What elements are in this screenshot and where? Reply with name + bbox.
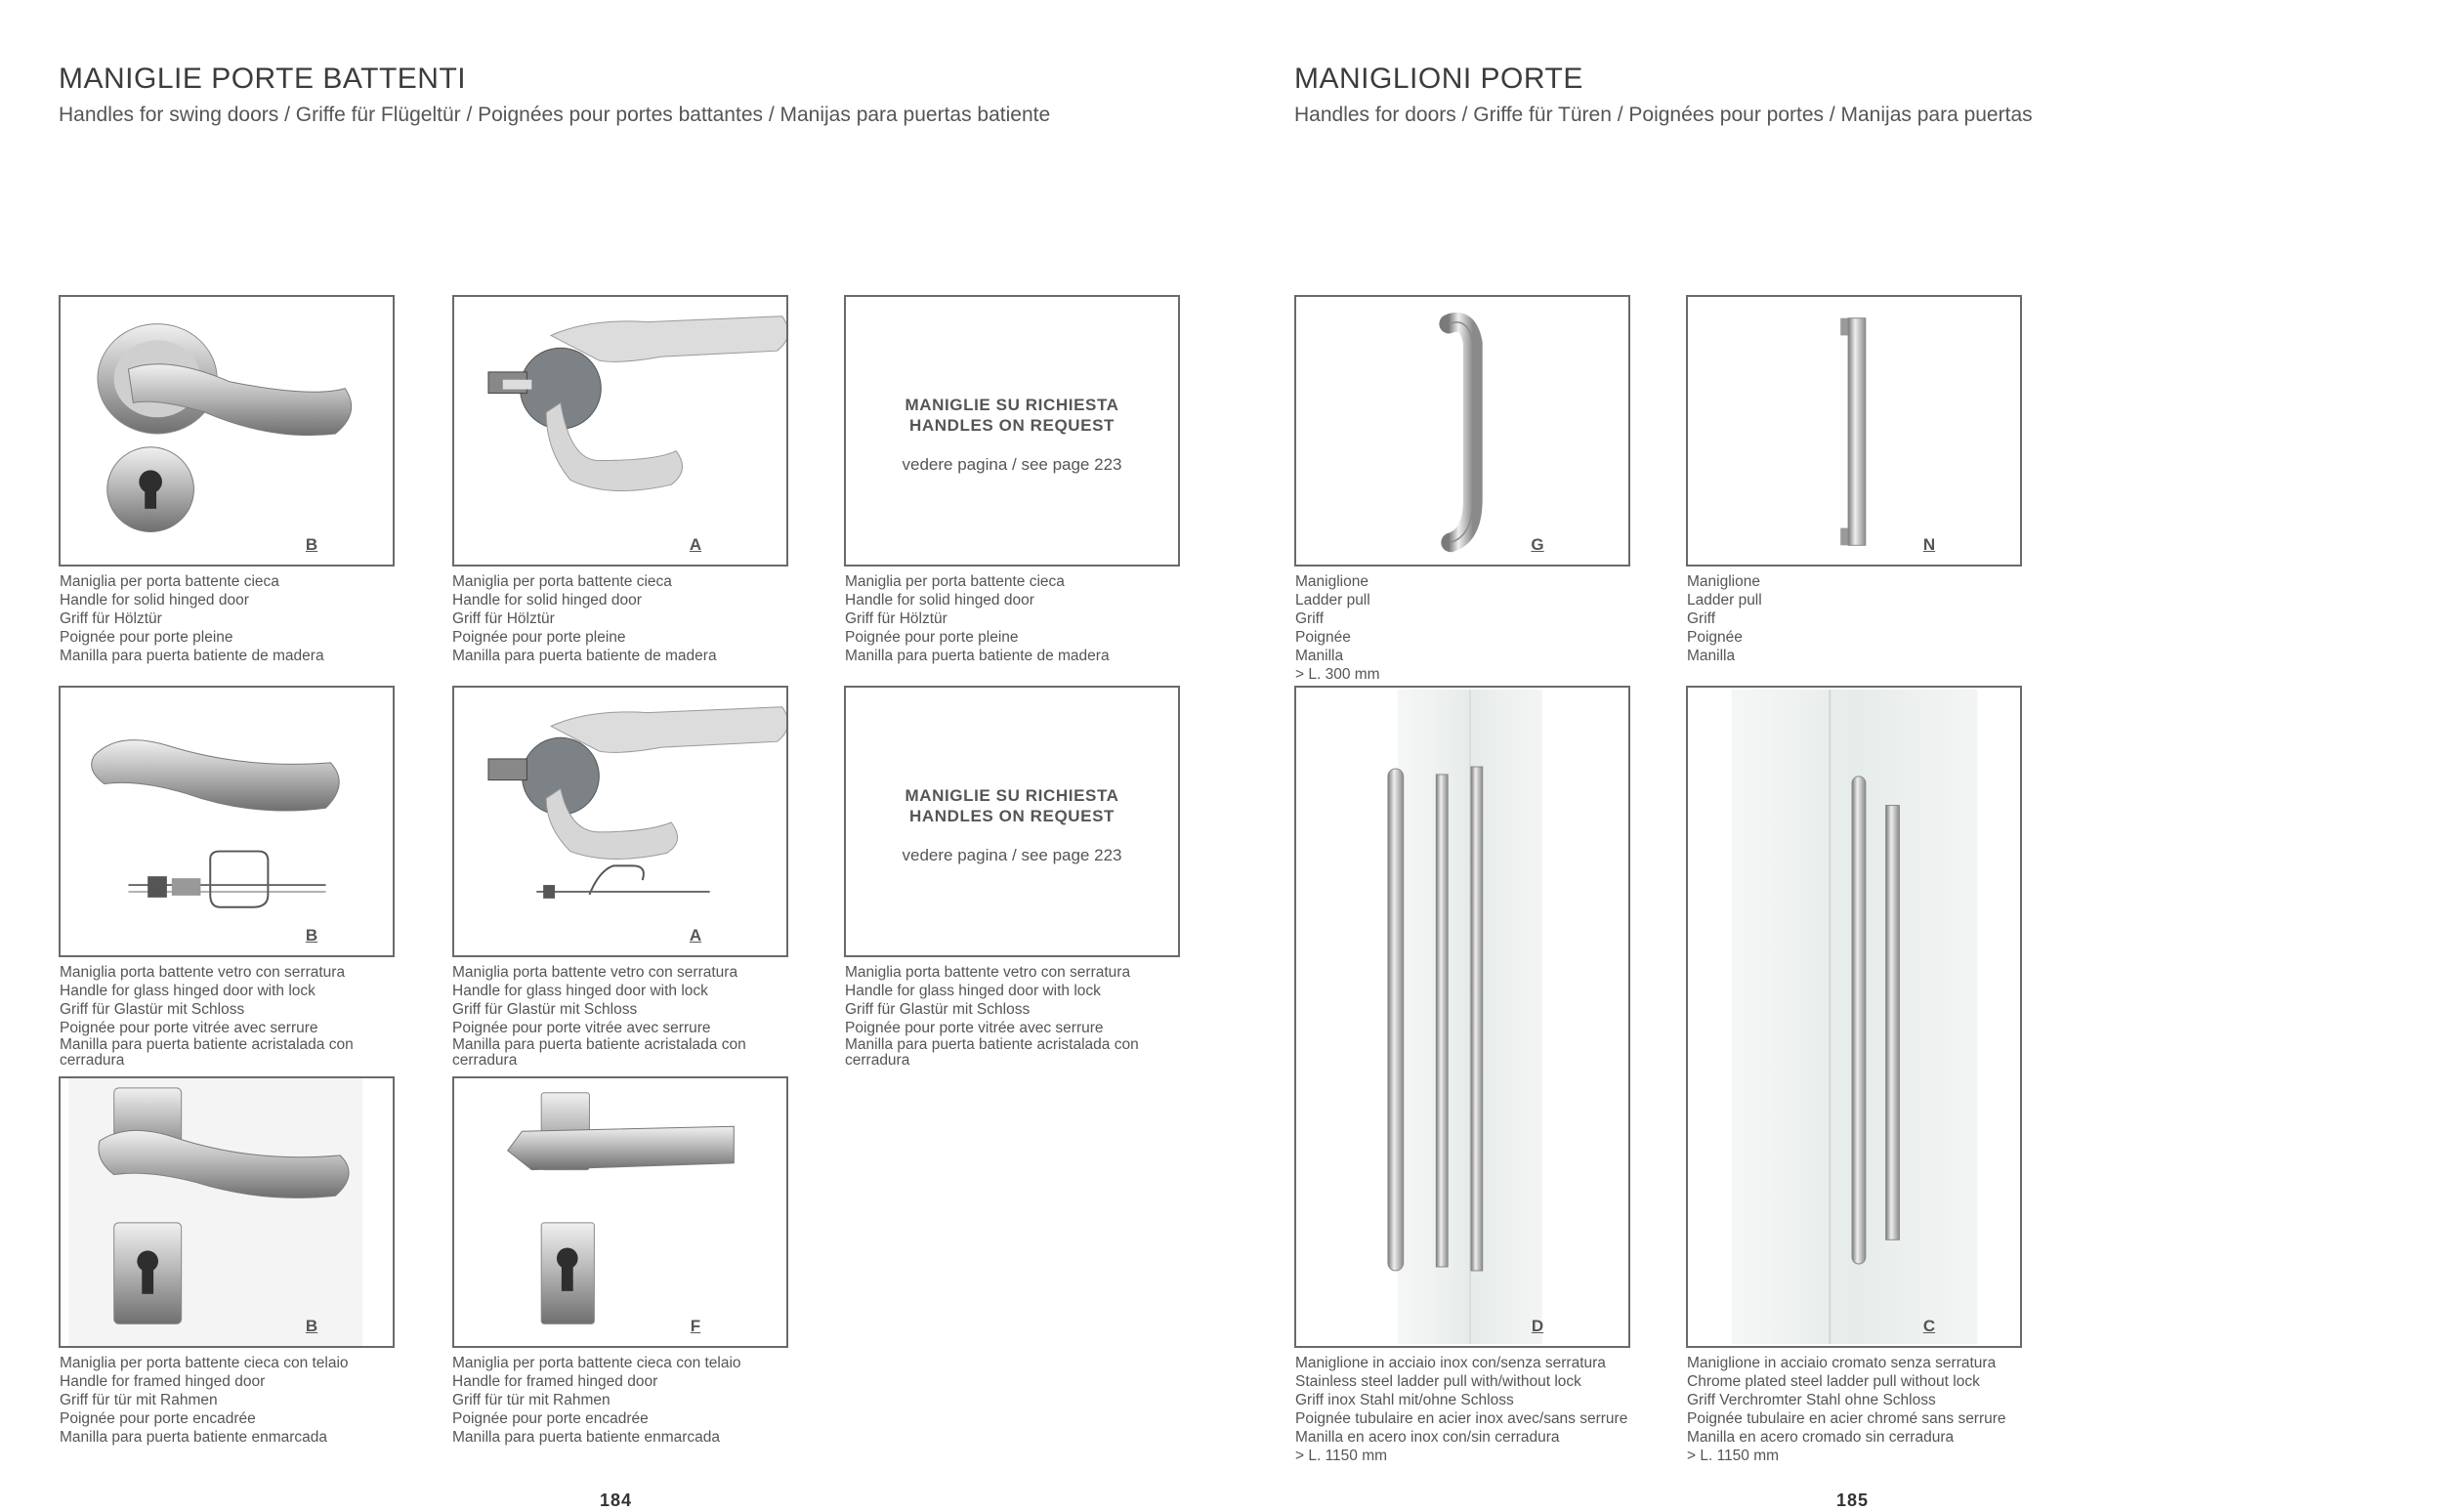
request-title-en: HANDLES ON REQUEST (908, 807, 1116, 825)
left-page-title: MANIGLIE PORTE BATTENTI (59, 63, 467, 95)
product-code-letter: N (1922, 535, 1936, 554)
product-code-letter: A (689, 535, 702, 554)
product-image-lever-handle-mechanism (452, 295, 788, 567)
left-page-subtitle: Handles for swing doors / Griffe für Flügeltür / Poignées pour portes battantes / Manijas para puertas batiente (59, 104, 1051, 126)
caption-ladder-pull-n: Maniglione Ladder pull Griff Poignée Manilla (1687, 573, 1762, 664)
product-image-ladder-pull-g (1294, 295, 1630, 567)
caption-solid-hinged-door-2: Maniglia per porta battente cieca Handle for solid hinged door Griff für Hölztür Poignée pour porte pleine Manilla para puerta batiente de madera (452, 573, 717, 664)
handles-on-request-panel-2 (844, 686, 1180, 957)
caption-solid-hinged-door-3: Maniglia per porta battente cieca Handle for solid hinged door Griff für Hölztür Poignée pour porte pleine Manilla para puerta batiente de madera (845, 573, 1110, 664)
see-page-link[interactable]: vedere pagina / see page 223 (902, 455, 1122, 474)
request-title-it: MANIGLIE SU RICHIESTA (905, 396, 1119, 414)
product-image-lever-handle-round-rose (59, 295, 395, 567)
caption-glass-hinged-door-3: Maniglia porta battente vetro con serratura Handle for glass hinged door with lock Griff für Glastür mit Schloss Poignée pour porte vitrée avec serrure Manilla para puerta batiente acristalada con cerradura (845, 964, 1139, 1069)
product-image-ladder-pull-c (1686, 686, 2022, 1348)
handles-on-request-panel (844, 295, 1180, 567)
product-code-letter: A (689, 926, 702, 945)
product-code-letter: B (305, 535, 318, 554)
product-image-framed-door-lever-square (452, 1076, 788, 1348)
product-code-letter: G (1531, 535, 1544, 554)
caption-framed-hinged-door-2: Maniglia per porta battente cieca con telaio Handle for framed hinged door Griff für tür mit Rahmen Poignée pour porte encadrée Manilla para puerta batiente enmarcada (452, 1355, 741, 1446)
right-page-subtitle: Handles for doors / Griffe für Türen / Poignées pour portes / Manijas para puertas (1294, 104, 2033, 126)
product-code-letter: D (1531, 1317, 1544, 1335)
right-page-number: 185 (1836, 1491, 1870, 1510)
caption-ladder-pull-g: Maniglione Ladder pull Griff Poignée Manilla > L. 300 mm (1295, 573, 1380, 683)
caption-glass-hinged-door-2: Maniglia porta battente vetro con serratura Handle for glass hinged door with lock Griff für Glastür mit Schloss Poignée pour porte vitrée avec serrure Manilla para puerta batiente acristalada con cerradura (452, 964, 746, 1069)
product-image-ladder-pull-n (1686, 295, 2022, 567)
request-title-en: HANDLES ON REQUEST (908, 416, 1116, 435)
product-code-letter: F (690, 1317, 701, 1335)
product-image-glass-door-lever-a (452, 686, 788, 957)
caption-solid-hinged-door-1: Maniglia per porta battente cieca Handle for solid hinged door Griff für Hölztür Poignée pour porte pleine Manilla para puerta batiente de madera (60, 573, 324, 664)
caption-ladder-pull-d: Maniglione in acciaio inox con/senza serratura Stainless steel ladder pull with/without lock Griff inox Stahl mit/ohne Schloss Poignée tubulaire en acier inox avec/sans serrure Manilla en acero inox con/sin cerradura > L. 1150 mm (1295, 1355, 1628, 1464)
product-image-framed-door-lever-round (59, 1076, 395, 1348)
caption-framed-hinged-door-1: Maniglia per porta battente cieca con telaio Handle for framed hinged door Griff für tür mit Rahmen Poignée pour porte encadrée Manilla para puerta batiente enmarcada (60, 1355, 349, 1446)
product-code-letter: B (305, 1317, 318, 1335)
request-title-it: MANIGLIE SU RICHIESTA (905, 786, 1119, 805)
left-page-number: 184 (600, 1491, 633, 1510)
product-image-glass-door-lever-b (59, 686, 395, 957)
product-code-letter: C (1922, 1317, 1936, 1335)
right-page-title: MANIGLIONI PORTE (1294, 63, 1583, 95)
product-image-ladder-pull-d (1294, 686, 1630, 1348)
caption-ladder-pull-c: Maniglione in acciaio cromato senza serratura Chrome plated steel ladder pull without lock Griff Verchromter Stahl ohne Schloss Poignée tubulaire en acier chromé sans serrure Manilla en acero cromado sin cerradura > L. 1150 mm (1687, 1355, 2006, 1464)
product-code-letter: B (305, 926, 318, 945)
see-page-link[interactable]: vedere pagina / see page 223 (902, 846, 1122, 864)
caption-glass-hinged-door-1: Maniglia porta battente vetro con serratura Handle for glass hinged door with lock Griff für Glastür mit Schloss Poignée pour porte vitrée avec serrure Manilla para puerta batiente acristalada con cerradura (60, 964, 354, 1069)
